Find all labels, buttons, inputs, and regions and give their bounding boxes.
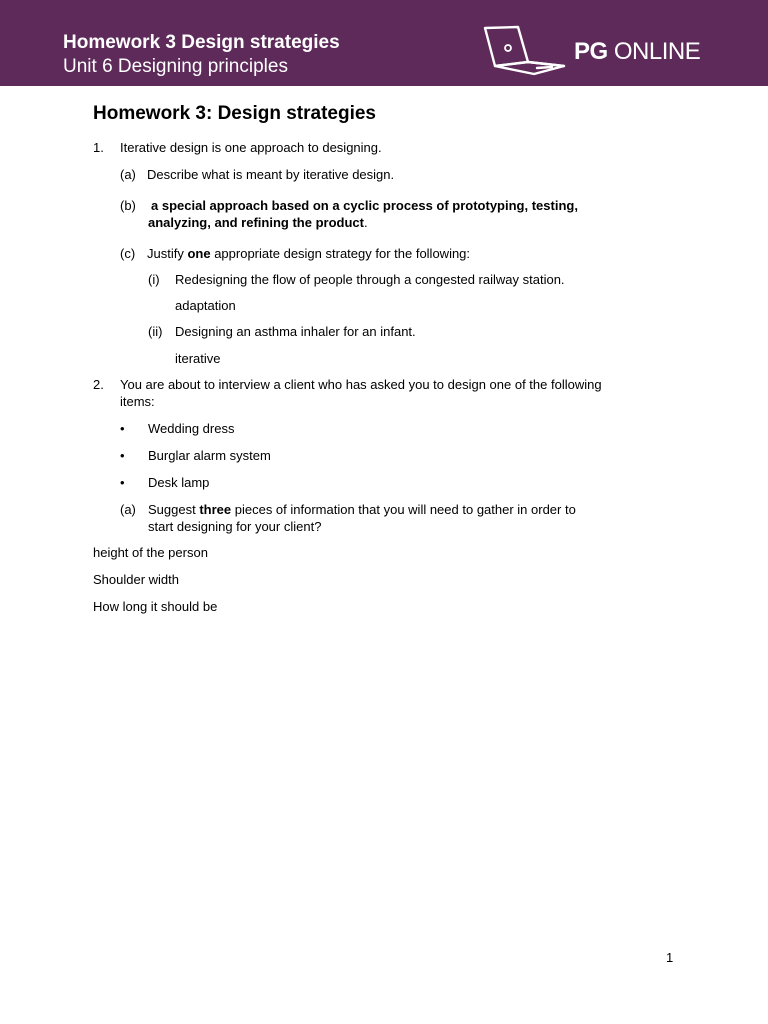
question-2-number: 2. (93, 377, 104, 392)
bullet-icon: • (120, 448, 125, 463)
question-2-text-line2: items: (120, 394, 155, 409)
question-2a-text: Suggest three pieces of information that you will need to gather in order to (148, 502, 576, 517)
question-1c-ii-label: (ii) (148, 324, 163, 339)
question-1c-ii-answer: iterative (175, 351, 221, 366)
question-1b-answer-line2: analyzing, and refining the product. (148, 215, 368, 230)
question-1-text: Iterative design is one approach to designing. (120, 140, 382, 155)
question-1b-label: (b) (120, 198, 136, 213)
list-item: Burglar alarm system (148, 448, 271, 463)
question-1a-text: Describe what is meant by iterative design. (147, 167, 395, 182)
question-1c-text: Justify one appropriate design strategy for the following: (147, 246, 471, 261)
page-number: 1 (666, 950, 674, 965)
question-1b-answer-line1: a special approach based on a cyclic process of prototyping, testing, (151, 198, 578, 213)
bullet-icon: • (120, 421, 125, 436)
list-item: Desk lamp (148, 475, 210, 490)
question-1-number: 1. (93, 140, 104, 155)
bullet-icon: • (120, 475, 125, 490)
question-2a-label: (a) (120, 502, 136, 517)
question-2a-answer: Shoulder width (93, 572, 179, 587)
question-1c-i-label: (i) (148, 272, 160, 287)
list-item: Wedding dress (148, 421, 235, 436)
laptop-icon (482, 24, 568, 78)
page-heading: Homework 3: Design strategies (93, 103, 376, 124)
question-2a-answer: height of the person (93, 545, 208, 560)
pg-online-logo (482, 24, 712, 78)
page-header (0, 0, 768, 86)
question-1a-label: (a) (120, 167, 136, 182)
question-1c-ii-text: Designing an asthma inhaler for an infant. (175, 324, 416, 339)
header-title: Homework 3 Design strategies (63, 32, 340, 53)
question-1c-label: (c) (120, 246, 136, 261)
question-1c-i-text: Redesigning the flow of people through a congested railway station. (175, 272, 565, 287)
question-2a-answer: How long it should be (93, 599, 218, 614)
question-2a-text-line2: start designing for your client? (148, 519, 322, 534)
question-1c-i-answer: adaptation (175, 298, 236, 313)
question-2-text-line1: You are about to interview a client who has asked you to design one of the following (120, 377, 602, 392)
logo-wordmark: PG ONLINE (574, 38, 701, 65)
header-subtitle: Unit 6 Designing principles (63, 56, 288, 77)
